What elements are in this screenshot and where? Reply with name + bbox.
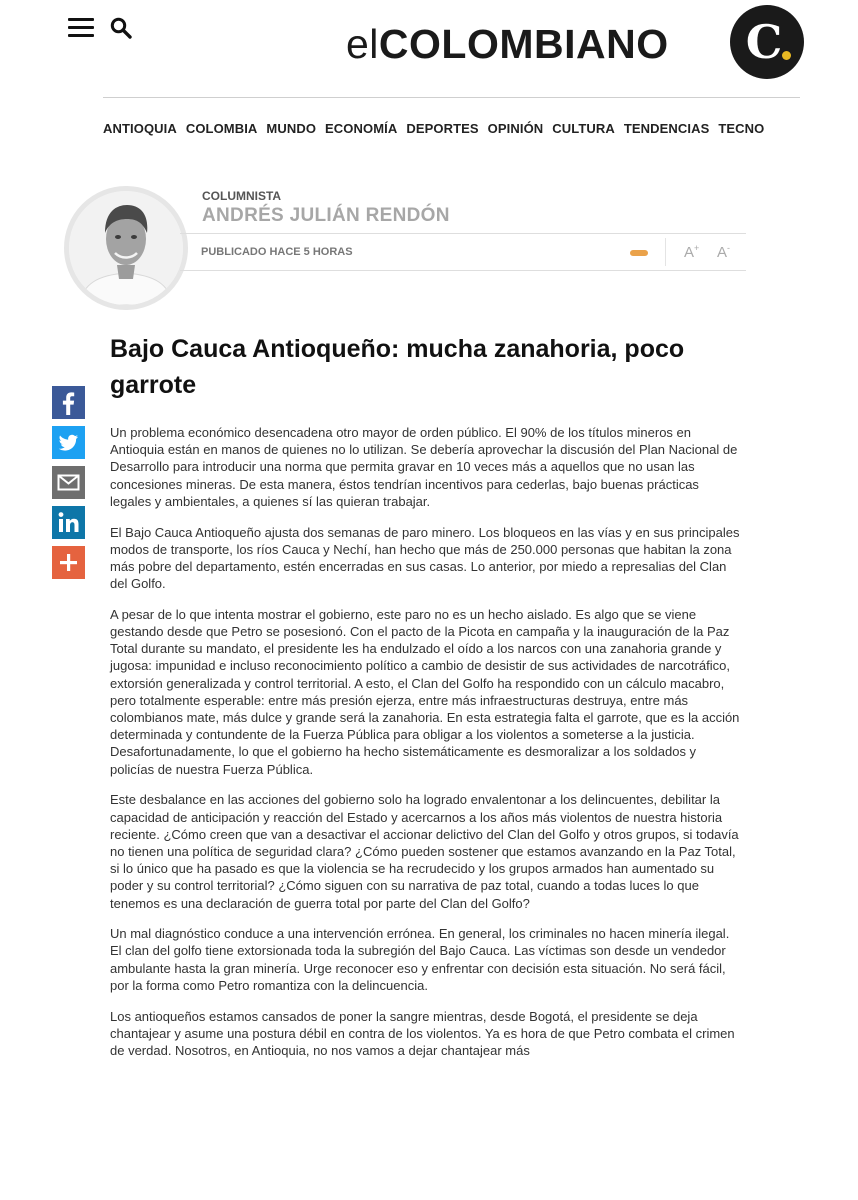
more-share-button[interactable] [52, 546, 85, 579]
font-decrease-button[interactable]: A- [717, 243, 731, 261]
article-paragraph: Un mal diagnóstico conduce a una intervención errónea. En general, los criminales no hacen minería ilegal. El clan del golfo tiene extorsionada toda la subregión del Bajo Cauca. Las víctimas son desde un vendedor ambulante hasta la gran minería. Urge reconocer eso y enfrentar con decisión esta situación. No será fácil, por la forma como Petro romantiza con la delincuencia. [110, 926, 730, 993]
nav-item-opinion[interactable]: OPINIÓN [487, 121, 544, 136]
nav-item-mundo[interactable]: MUNDO [266, 121, 317, 136]
brand-logo[interactable] [346, 14, 783, 74]
brand-wordmark: elCOLOMBIANO [346, 20, 669, 67]
menu-icon[interactable] [68, 18, 94, 38]
reading-indicator [630, 250, 648, 256]
facebook-icon [52, 386, 85, 419]
columnist-label: COLUMNISTA [202, 189, 282, 203]
header-divider [103, 97, 800, 98]
search-icon[interactable] [109, 16, 133, 40]
email-icon [52, 466, 85, 499]
main-nav [103, 120, 798, 138]
author-avatar[interactable] [64, 186, 188, 310]
article-body [110, 424, 742, 1073]
nav-item-antioquia[interactable]: ANTIOQUIA [103, 121, 177, 136]
more-share-icon [52, 546, 85, 579]
article-paragraph: Este desbalance en las acciones del gobierno solo ha logrado envalentonar a los delincuentes, debilitar la capacidad de anticipación y reacción del Estado y acercarnos a los años más violentos de nuestra historia reciente. ¿Cómo creen que van a desactivar el accionar delictivo del Clan del Golfo y otros grupos, si todavía no tienen una política de seguridad clara? ¿Cómo pueden sostener que estamos avanzando en la Paz Total, si lo único que ha pasado es que la violencia se ha recrudecido y los grupos armados han aumentado su poder y su control territorial? ¿Cómo siguen con su narrativa de paz total, cuando a todas luces lo que tenemos es una declaración de guerra total por parte del Clan del Golfo? [110, 792, 739, 911]
article-title: Bajo Cauca Antioqueño: mucha zanahoria, poco garrote [110, 335, 685, 399]
twitter-share-button[interactable] [52, 426, 85, 459]
nav-item-economia[interactable]: ECONOMÍA [325, 121, 398, 136]
article-paragraph: A pesar de lo que intenta mostrar el gobierno, este paro no es un hecho aislado. Es algo que se viene gestando desde que Petro se posesionó. Con el pacto de la Picota en campaña y la inauguración de la Paz Total durante su mandato, el presidente les ha endulzado el oído a los narcos con una zanahoria grande y jugosa: impunidad e incluso reconocimiento político a cambio de desistir de sus actividades de narcotráfico, extorsión generalizada y control territorial. A esto, el Clan del Golfo ha respondido con un cálculo macabro, pero totalmente esperable: entre más presión ejerza, entre más infraestructuras destruya, entre más colombianos mate, más dulce y grande será la zanahoria. En esta estrategia falta el garrote, que es la acción determinada y contundente de la Fuerza Pública para obligar a los violentos a someterse a la justicia. Desafortunadamente, lo que el gobierno ha hecho sistemáticamente es desmoralizar a los soldados y policías de nuestra Fuerza Pública. [110, 606, 740, 777]
nav-item-tendencias[interactable]: TENDENCIAS [623, 121, 710, 136]
nav-item-cultura[interactable]: CULTURA [552, 121, 615, 136]
author-name[interactable]: ANDRÉS JULIÁN RENDÓN [202, 205, 450, 226]
brand-emblem-icon: C [730, 5, 804, 79]
published-time: PUBLICADO HACE 5 HORAS [201, 246, 353, 258]
article-paragraph: Un problema económico desencadena otro mayor de orden público. El 90% de los títulos mineros en Antioquia están en manos de quienes no lo utilizan. Se debería aprovechar la discusión del Plan Nacional de Desarrollo para introducir una norma que permita gravar en 10 veces más a aquellos que no usan las concesiones mineras. De esta manera, éstos tendrían incentivos para cederlas, bajo buenas prácticas legales y ambientales, a quienes sí las quieran trabajar. [110, 425, 738, 509]
article-meta-bar [180, 233, 746, 271]
email-share-button[interactable] [52, 466, 85, 499]
nav-item-colombia[interactable]: COLOMBIA [185, 121, 258, 136]
article-paragraph: Los antioqueños estamos cansados de poner la sangre mientras, desde Bogotá, el presidente se deja chantajear y asume una postura débil en contra de los violentos. Ya es hora de que Petro combata el crimen de verdad. Nosotros, en Antioquia, no nos vamos a dejar chantajear más [110, 1008, 735, 1058]
font-increase-button[interactable]: A+ [684, 243, 700, 261]
article-paragraph: El Bajo Cauca Antioqueño ajusta dos semanas de paro minero. Los bloqueos en las vías y en sus principales modos de transporte, los ríos Cauca y Nechí, han hecho que más de 250.000 personas que habitan la zona más pobre del departamento, estén encerradas en sus casas. Lo anterior, por miedo a represalias del Clan del Golfo. [110, 524, 740, 592]
twitter-icon [52, 426, 85, 459]
linkedin-share-button[interactable] [52, 506, 85, 539]
linkedin-icon [52, 506, 85, 539]
nav-item-deportes[interactable]: DEPORTES [406, 121, 479, 136]
facebook-share-button[interactable] [52, 386, 85, 419]
nav-item-tecno[interactable]: TECNO [718, 121, 765, 136]
meta-divider [665, 238, 666, 266]
